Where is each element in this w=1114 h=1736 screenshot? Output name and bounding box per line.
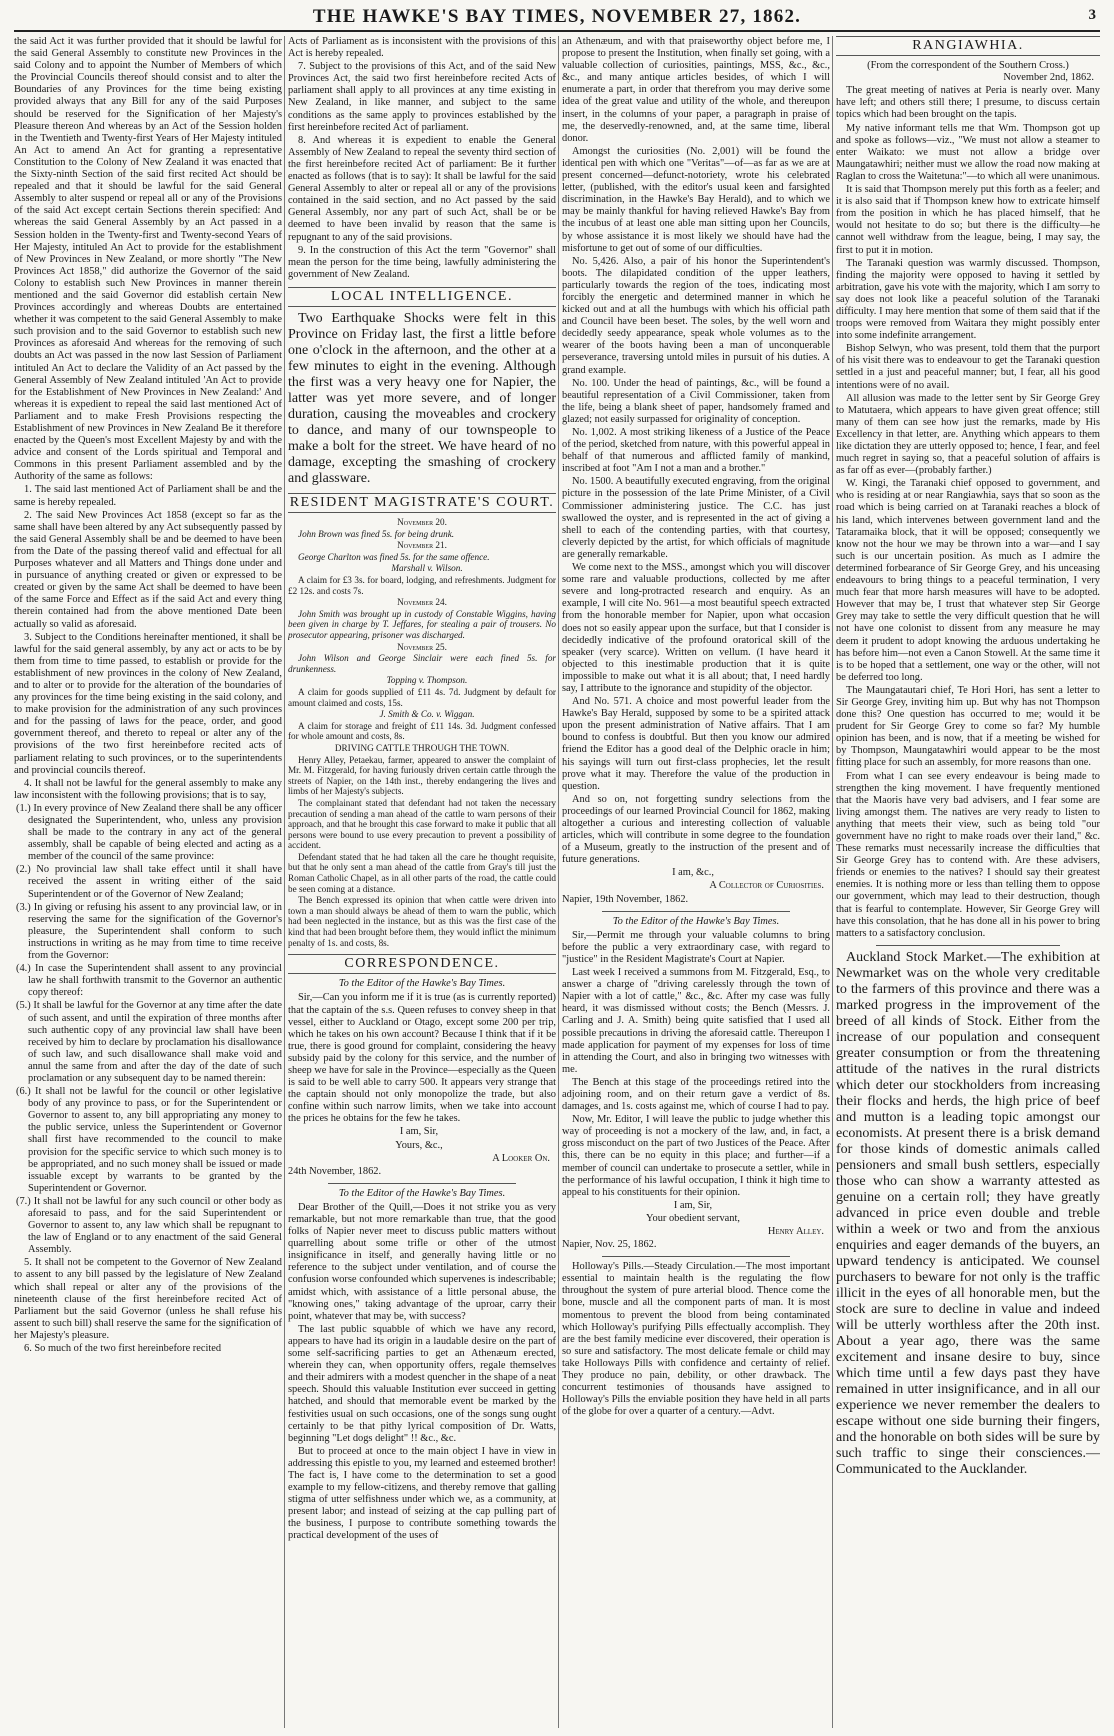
letter-signature: A Collector of Curiosities. — [709, 880, 824, 892]
court-date: November 24. — [397, 597, 447, 608]
letter-paragraph: We come next to the MSS., amongst which you will discover some rare and valuable productions, collected by me after severe and long-protracted research and enquiry. As an example, I will cite No. 961—a most beautiful speech extracted from the honorable member for Napier, upon what occasion does not so easily appear upon the surface, but that I consider is decidedly indicative of the profound oratorical skill of the speaker (very scarce). Written on vellum. (I have heard it objected to this inestimable production that it is quite impossible to make out what it is all about; that, I need hardly say, I attribute to the ignorance and stupidity of the objector. — [562, 562, 830, 694]
section-heading-rangiawhia: RANGIAWHIA. — [836, 36, 1100, 56]
court-entry: A claim for £3 3s. for board, lodging, and refreshments. Judgment for £2 12s. and costs 7s. — [288, 575, 556, 596]
page-number: 3 — [1088, 7, 1096, 23]
court-case-title: J. Smith & Co. v. Wiggan. — [379, 709, 475, 720]
list-item: (6.) It shall not be lawful for the council or other legislative body of any province to pass, or for the Superintendent or Governor to assent to, any bill appropriating any money to the public service, unless the Superintendent or Governor shall first have recommended to the council to make provision for the specific service to which such money is to be appropriated, and no such money shall be issued or made issuable except by warrants to be granted by the Superintendent or Governor. — [16, 1086, 282, 1194]
article-paragraph: My native informant tells me that Wm. Thompson got up and spoke as follows—viz., "We must not allow a steamer to enter Waikato: we must not allow a bridge over Maungatawhiri; neither must we allow the road now making at Raglan to cross the Waitetuna:"—to which all were unanimous. — [836, 122, 1100, 182]
act-paragraph: 4. It shall not be lawful for the general assembly to make any law inconsistent with the following provisions; that is to say, — [14, 777, 282, 801]
letter-paragraph: Now, Mr. Editor, I will leave the public to judge whether this way of proceeding is not a mockery of the law, and, in fact, a gross misconduct on the part of two Justices of the Peace. After this, there can be no equity in this place; and further—if a member of council can undertake to prosecute a settler, while in the performance of his lawful occupation, I think it high time to appeal to his constituents for their opinion. — [562, 1114, 830, 1198]
auckland-stock-market: Auckland Stock Market.—The exhibition at Newmarket was on the whole very creditable to the farmers of this province and there was a marked progress in the improvement of the breed of all kinds of Stock. Either from the increase of our population and consequent greater consumption or from the threatening attitude of the natives in the rural districts which deter our stockholders from increasing their flocks and herds, the high price of beef and mutton is a leading topic amongst our economists. At present there is a brisk demand for those kinds of domestic animals called pensioners and small bush settlers, especially those who can show a warranty attested as genuine on a certain roll; they have greatly advanced in price even double and treble within a week or two and from the anxious enquiries and eager demands of the buyers, an upward tendency is anticipated. We counsel purchasers to beware for not only is the traffic illicit in the eyes of all honorable men, but the stock are sure to decline in value and indeed will be utterly worthless after the 20th inst. About a year ago, there was the same excitement and insane desire to buy, since which time until a few days past they have remained in utter insignificance, and in all our experience we never remember the dealers to escape without one side burning their fingers, and the honorable on both sides will be sure by such traffic to singe their consciences.—Communicated to the Aucklander. — [836, 949, 1100, 1477]
letter-paragraph: The Bench at this stage of the proceedings retired into the adjoining room, and on their return gave a verdict of 8s. damages, and 1s. costs against me, which of course I had to pay. — [562, 1076, 830, 1113]
section-heading-correspondence: CORRESPONDENCE. — [288, 954, 556, 974]
letter-date: Napier, Nov. 25, 1862. — [562, 1239, 657, 1251]
letter-signoff: Your obedient servant, — [646, 1212, 740, 1224]
letter-date: Napier, 19th November, 1862. — [562, 893, 689, 905]
list-item: (3.) In giving or refusing his assent to any provincial law, or in reserving the same for the signification of the Governor's pleasure, the Superintendent shall conform to such instructions in writing as he may from time to time receive from the Governor: — [16, 901, 282, 962]
court-entry: A claim for goods supplied of £11 4s. 7d. Judgment by default for amount claimed and costs, 15s. — [288, 686, 556, 708]
court-paragraph: Defendant stated that he had taken all the care he thought requisite, but that he only sent a man ahead of the cattle from Gray's till just the Roman Catholic Chapel, as in all other parts of the road, the cattle could be seen coming at a distance. — [288, 851, 556, 894]
article-paragraph: From what I can see every endeavour is being made to strengthen the king movement. I have frequently mentioned that the Maoris have very bad advisers, and I fear some are living amongst them. The natives are very ready to listen to anything that meets their view, such as being told "our government have no right to make roads over their land," &c. These remarks must necessarily increase the difficulties that Sir George Grey has to contend with. Are these advisers, friends or enemies to the natives? I should say their greatest enemies. It is nothing more or less than telling them to oppose our government, which may lead to their destruction, though that is fearful to contemplate. However, Sir George Grey will have this consolation, that he has done all in his power to bring matters to a satisfactory conclusion. — [836, 770, 1100, 939]
court-paragraph: The Bench expressed its opinion that when cattle were driven into town a man should always be ahead of them to warn the public, which had been neglected in the instance, but as this was the first case of the kind that had been brought before them, they would inflict the minimum penalty of 1s. and costs, 8s. — [288, 895, 556, 948]
letter-signoff: I am, Sir, — [399, 1126, 439, 1138]
letter-signature: Henry Alley. — [767, 1226, 824, 1237]
letter-paragraph: Sir,—Permit me through your valuable columns to bring before the public a very extraordinary case, with regard to "justice" in the Resident Magistrate's Court at Napier. — [562, 929, 830, 965]
court-paragraph: The complainant stated that defendant had not taken the necessary precaution of sending a man ahead of the cattle to warn persons of their approach, and that he brought this case forward to make it public that all persons were bound to use every precaution to prevent a possibility of accident. — [288, 797, 556, 851]
divider — [876, 945, 1060, 946]
column-3 — [562, 36, 830, 1730]
divider — [328, 1183, 516, 1184]
letter-date: 24th November, 1862. — [288, 1165, 382, 1177]
list-item: (5.) It shall be lawful for the Governor at any time after the date of such assent, and until the expiration of three months after such authentic copy of any provincial law shall have been received by him to declare by proclamation his disallowance of such law, and such disallowance shall make void and annul the same from and after the day of the date of such proclamation or any subsequent day to be named therein: — [16, 1000, 282, 1084]
article-paragraph: The Maungatautari chief, Te Hori Hori, has sent a letter to Sir George Grey, inviting him up. But why has not Thompson done this? One question has occurred to me; would it be prudent for Sir George Grey to come so far? My humble opinion has been, and is now, that if a meeting be wished for by Thompson, Maungatawhiri would appear to be the most fitting place for such an assembly, for more reasons than one. — [836, 684, 1100, 769]
act-paragraph: 7. Subject to the provisions of this Act, and of the said New Provinces Act, the said two first hereinbefore recited Acts of parliament shall apply to all provinces at any time existing in New Zealand, in like manner, and subject to the same conditions as the same apply to provinces established by the first hereinbefore recited Act of parliament. — [288, 61, 556, 133]
letter-paragraph: Dear Brother of the Quill,—Does it not strike you as very remarkable, but not more remarkable than true, that the good folks of Napier never meet to discuss public matters without quarrelling about some trifle or other of the utmost insignificance in itself, and generally having little or no reference to the subject under ventilation, and of course the confusion worse confounded which supervenes is indescribable; amidst which, with assistance of a little personal abuse, the "knowing ones," taking advantage of the uproar, carry their point, whatever that may be, with success? — [288, 1201, 556, 1322]
court-entry: A claim for storage and freight of £11 14s. 3d. Judgment confessed for whole amount and costs, 8s. — [288, 720, 556, 742]
act-paragraph: 1. The said last mentioned Act of Parliament shall be and the same is hereby repealed. — [14, 484, 282, 508]
letter-paragraph: And No. 571. A choice and most powerful leader from the Hawke's Bay Herald, supposed by some to be a spirited attack upon the present administration of Native affairs. That I am bound to confess is doubtful. But then you know our admired friend the Editor has a good deal of the Delphic oracle in him; his sayings will turn out first-class prophecies, let the result prove what it may. Therefore the value of the production in question. — [562, 696, 830, 792]
divider — [602, 911, 790, 912]
dispatch-date: November 2nd, 1862. — [1003, 72, 1094, 84]
court-date: November 21. — [397, 540, 447, 551]
letter-paragraph: No. 100. Under the head of paintings, &c., will be found a beautiful representation of a Civil Commissioner, taken from the life, being a blank sheet of paper, handsomely framed and glazed; not easily surpassed for originality of conception. — [562, 377, 830, 425]
article-paragraph: The Taranaki question was warmly discussed. Thompson, finding the majority were opposed to having it settled by arbitration, gave his vote with the majority, which I am sorry to say does not look like a peaceful solution of the Taranaki difficulty. I may here mention that some of them said that if the troops were removed from Waitara they might possibly enter into some indefinite arrangement. — [836, 257, 1100, 342]
letter-paragraph: And so on, not forgetting sundry selections from the proceedings of our learned Provincial Council for 1862, making altogether a curious and interesting collection of valuable articles, which will contribute in some degree to the foundation of a Museum, greatly to the instruction of the present and of future generations. — [562, 793, 830, 866]
column-rule — [558, 36, 559, 1728]
correspondent-note: (From the correspondent of the Southern Cross.) — [867, 60, 1069, 72]
column-rule — [832, 36, 833, 1728]
earthquake-article: Two Earthquake Shocks were felt in this Province on Friday last, the first a little before one o'clock in the afternoon, and the other at a few minutes to eight in the evening. Although the first was a very heavy one for Napier, the latter was yet more severe, and of longer duration, causing the moveables and crockery to dance, and many of our townspeople to make a bolt for the street. We have heard of no damage, excepting the smashing of crockery and glassware. — [288, 310, 556, 486]
letter-paragraph: Amongst the curiosities (No. 2,001) will be found the identical pen with which one "Veritas"—of—as far as we are at present concerned—defunct-notoriety, wrote his celebrated letter, (published, with the editor's usual keen and farsighted discrimination, in the Hawke's Bay Herald), and to which we may be mainly thankful for having relieved Hawke's Bay from the incubus of at least one able man sitting upon her Councils, by whose assistance it is most likely we should have had the misfortune to get out of some of our difficulties. — [562, 145, 830, 254]
act-paragraph: Acts of Parliament as is inconsistent with the provisions of this Act is hereby repealed. — [288, 36, 556, 60]
court-date: November 20. — [397, 517, 447, 528]
act-paragraph: 3. Subject to the Conditions hereinafter mentioned, it shall be lawful for the said general assembly, by any act or acts to be by them from time to time passed, to establish or provide for the establishment of new provinces in the colony of New Zealand, and to alter or to provide for the alteration of the boundaries of any provinces for the time being existing in the said colony, and to make provision for the administration of any such provinces and for the passing of laws for the peace, order, and good government thereof, and thereto to repeal or alter any of the provisions of the two first hereinbefore recited acts of parliament relating to such provinces, or to the superintendents and provincial councils thereof. — [14, 631, 282, 776]
column-4 — [836, 36, 1100, 1730]
list-item: (7.) It shall not be lawful for any such council or other body as aforesaid to pass, and for the said Superintendent or Governor to assent to, any law which shall be repugnant to the law of England or to any enactment of the said General Assembly. — [16, 1195, 282, 1256]
letter-address: To the Editor of the Hawke's Bay Times. — [338, 978, 506, 990]
letter-paragraph: an Athenæum, and with that praiseworthy object before me, I propose to present the Institution, when finally set going, with a valuable collection of curiosities, paintings, MSS, &c., &c., &c., and many antique articles besides, of which I will enumerate a part, in order that therefrom you may derive some idea of the great value and utility of the whole, and thereupon insert, in the columns of your paper, a paragraph in praise of me, the deservedly-renowned, and, at the same time, liberal donor. — [562, 36, 830, 144]
act-paragraph: 9. In the construction of this Act the term "Governor" shall mean the person for the time being, lawfully administering the government of New Zealand. — [288, 244, 556, 280]
act-paragraph: 2. The said New Provinces Act 1858 (except so far as the same shall have been altered by any Act subsequently passed by the said General Assembly shall be and be deemed to have been from the Date of the passing thereof valid and effectual for all Purposes whatever and all Matters and Things done under and in pursuance of anything created or given or expressed to be created or given by the same Act shall be deemed to have been of the same Force and Effect as if the said Act and every thing therein contained had from the above mentioned Date been actually so valid as aforesaid. — [14, 509, 282, 630]
act-paragraph: 5. It shall not be competent to the Governor of New Zealand to assent to any bill passed by the legislature of New Zealand which shall repeal or alter any of the provisions of the nineteenth clause of the first hereinbefore recited Act of Parliament but the said Governor (unless he shall refuse his assent to such bill) shall reserve the same for the signification of her Majesty's pleasure. — [14, 1257, 282, 1341]
article-paragraph: All allusion was made to the letter sent by Sir George Grey to Matutaera, which appears to have given great offence; still many of them can see how just the remarks, made by His Excellency in that letter, are. Anything which appears to them like dictation they are utterly opposed to; hence, I fear, and feel much regret in saying so, that a peaceful solution of affairs is as far off as ever—(probably farther.) — [836, 392, 1100, 477]
masthead — [14, 4, 1100, 32]
court-case-title: Marshall v. Wilson. — [391, 563, 463, 574]
court-paragraph: Henry Alley, Petaekau, farmer, appeared to answer the complaint of Mr. M. Fitzgerald, for having furiously driven certain cattle through the streets of Napier, on the 14th inst., thereby endangering the lives and limbs of her Majesty's subjects. — [288, 754, 556, 797]
holloway-advert: Holloway's Pills.—Steady Circulation.—The most important essential to maintain health is the regulating the flow throughout the system of pure arterial blood. Thence come the bone, muscle and all the component parts of man. It is most momentous to prevent the blood from being contaminated which Holloway's purifying Pills effectually accomplish. They are the best family medicine ever discovered, their operation is so sure and satisfactory. The most delicate female or child may take Holloways Pills with confidence and certainty of relief. They produce no pain, debility, or other drawback. The concurrent testimonies of thousands have assigned to Holloway's Pills the enviable position they have held in all parts of the globe for over a quarter of a century.—Advt. — [562, 1261, 830, 1418]
letter-address: To the Editor of the Hawke's Bay Times. — [338, 1187, 506, 1199]
letter-paragraph: Sir,—Can you inform me if it is true (as is currently reported) that the captain of the s.s. Queen refuses to convey sheep in that vessel, either to Auckland or Otago, except some 200 per trip, which he takes on his own account? Because I think that if it be true, there is good ground for complaint, considering the heavy subsidy paid by the colony for this service, and the number of sheep we have for sale in the Province—especially as the Queen is said to be well able to carry 500. It appears very strange that the captain should not only monopolize the trade, but also confine within such narrow limits, when we take into account the prices he obtains for the few he takes. — [288, 992, 556, 1125]
court-entry: John Smith was brought up in custody of Constable Wiggins, having been given in charge by T. Jeffares, for stealing a pair of trousers. No prosecutor appearing, prisoner was discharged. — [288, 608, 556, 640]
column-rule — [284, 36, 285, 1728]
column-2 — [288, 36, 556, 1730]
divider — [602, 1256, 790, 1257]
page-title: THE HAWKE'S BAY TIMES, NOVEMBER 27, 1862. — [312, 6, 802, 27]
court-date: November 25. — [397, 641, 447, 652]
list-item: (1.) In every province of New Zealand there shall be any officer designated the Superintendent, who, unless any provision shall be made to the contrary in any act of the general assembly, shall be capable of being elected and acting as a member of the council of the same province: — [16, 802, 282, 863]
letter-signoff: I am, Sir, — [673, 1199, 713, 1211]
section-heading-local: LOCAL INTELLIGENCE. — [288, 287, 556, 307]
letter-paragraph: No. 1,002. A most striking likeness of a Justice of the Peace of the period, sketched from nature, with this powerful appeal in behalf of that numerous and afflicted family of mankind, inscribed at foot "Am I not a man and a brother." — [562, 427, 830, 475]
letter-signature: A Looker On. — [492, 1152, 550, 1164]
court-reports — [288, 517, 556, 948]
letter-paragraph: No. 5,426. Also, a pair of his honor the Superintendent's boots. The dilapidated condition of the upper leathers, particularly towards the region of the toes, indicating most forcibly the energetic and determined manner in which he kicked out and at all the humbugs with which his official path and Council have been beset. The soles, by the well worn and decidedly seedy appearance, speak whole volumes as to the wearer of the boots having been a man of unconquerable perseverance, traversing untold miles in pursuit of his duties. A grand example. — [562, 255, 830, 376]
act-paragraph: 8. And whereas it is expedient to enable the General Assembly of New Zealand to repeal the seventy third section of the first hereinbefore recited Act of parliament: Be it further enacted as follows (that is to say): It shall be lawful for the said General Assembly to alter or repeal all or any of the provisions contained in the said section, and no Act passed by the said General Assembly, nor any part of such Act, shall be or be deemed to have been invalid by reason that the same is repugnant to any of the said provisions. — [288, 134, 556, 243]
court-case-title: Topping v. Thompson. — [386, 675, 468, 686]
court-subheading: DRIVING CATTLE THROUGH THE TOWN. — [334, 742, 510, 753]
court-entry: George Charlton was fined 5s. for the same offence. — [298, 551, 490, 562]
letter-signoff: Yours, &c., — [395, 1139, 443, 1151]
letter-paragraph: The last public squabble of which we have any record, appears to have had its origin in a laudable desire on the part of some self-sacrificing parties to get an Athenæum erected, wherein they can, when opportunity offers, regale themselves and their admirers with a modest quencher in the shape of a neat speech. Should this valuable Institution ever succeed in getting hatched, and should that memorable event be marked by the festivities usual on such occasions, one of the songs sung ought certainly to be that pithy lyrical composition of Dr. Watts, beginning "Let dogs delight" !! &c., &c. — [288, 1323, 556, 1444]
article-paragraph: W. Kingi, the Taranaki chief opposed to government, and who is residing at or near Rangiawhia, says that so soon as the road which is being carried on at Taranaki reaches a block of his land, which intervenes between government land and the Tataramaika block, that it will be opposed; consequently we know not the hour we may be thrown into a war—and I say such is our uncertain position. As much as I admire the determined forbearance of Sir George Grey, and his unceasing endeavours to bring things to a peaceful termination, I very much fear that more harsh measures will have to be adopted. However that may be, I trust that whatever step Sir George Grey may take to settle the very difficult question that he will not have one colonist to dissent from any measure he may deem it prudent to adopt knowing the arduous undertaking he has before him—not even a Canon Stowell. At the same time it is to be hoped that a settlement, one way or the other, will not be deferred too long. — [836, 478, 1100, 683]
act-paragraph: the said Act it was further provided that it should be lawful for the said General Assembly to constitute new Provinces in the said Colony and to appoint the Number of Members of which the Provincial Councils thereof should consist and to alter the Boundaries of any Provinces for the time being existing provided always that any Bill for any of the said Purposes should be reserved for the Signification of her Majesty's Pleasure thereon And whereas by an Act of the Session holden in the Twentieth and Twenty-first Years of Her Majesty intituled An Act to amend An Act for granting a representative Constitution to the Colony of New Zealand it was enacted that the Sixty-ninth Section of the said first recited Act should be repealed and that it should be lawful for the said General Assembly to alter suspend or repeal all or any of the Provisions of the said Act except certain Sections therein specified: And whereas the said General Assembly by an Act passed in a Session holden in the Twenty-first and Twenty-second Years of Her Majesty, intituled An Act to provide for the establishment of New Provinces in New Zealand, or more shortly "The New Provinces Act 1858," did authorize the Governor of the said Colony to establish such New Provinces in manner therein mentioned and the said Governor did establish certain New Provinces accordingly and whereas Doubts are entertained whether it was competent to the said General Assembly to make such provision and to the said Governor to establish such new Provinces as aforesaid And whereas for the removing of such doubts an Act was passed in the now last Session of Parliament intituled An Act to declare the Validity of an Act passed by the General Assembly of New Zealand intituled 'An Act to provide for the Establishment of New Provinces in New Zealand:' And whereas it is expedient to repeal the said last mentioned Act of Parliament and to make Fresh Provisions respecting the Establishment of new Provinces in New Zealand Be it therefore enacted by the Queen's most Excellent Majesty by and with the advice and consent of the Lords spiritual and Temporal and Commons in this present Parliament assembled and by the Authority of the same as follows: — [14, 36, 282, 483]
act-paragraph: 6. So much of the two first hereinbefore recited — [24, 1343, 222, 1355]
letter-address: To the Editor of the Hawke's Bay Times. — [612, 915, 780, 927]
article-paragraph: It is said that Thompson merely put this forth as a feeler; and it is also said that if Thompson knew how to extricate himself from the position in which he has placed himself, that he would not hesitate to do so; but there is the difficulty—he cannot well withdraw from the league, being, I may say, the first to put it in motion. — [836, 184, 1100, 256]
court-entry: John Brown was fined 5s. for being drunk. — [298, 528, 455, 539]
list-item: (4.) In case the Superintendent shall assent to any provincial law he shall forthwith transmit to the Governor an authentic copy thereof: — [16, 963, 282, 999]
provisions-list — [14, 803, 282, 1256]
court-entry: John Wilson and George Sinclair were each fined 5s. for drunkenness. — [288, 653, 556, 674]
column-1 — [14, 36, 282, 1730]
letter-paragraph: No. 1500. A beautifully executed engraving, from the original picture in the possession of the late Prime Minister, of a Civil Commissioner administering justice. The C.C. has just swallowed the oyster, and is represented in the act of giving a shell to each of the contending parties, with that courtesy, cleverly depicted by the artist, for which officials of magnitude are generally remarkable. — [562, 476, 830, 560]
letter-signoff: I am, &c., — [672, 867, 714, 879]
letter-paragraph: But to proceed at once to the main object I have in view in addressing this epistle to you, my learned and esteemed brother! The fact is, I have come to the determination to set a good example to my fellow-citizens, and thereby remove that galling stigma of utter selfishness under which we, as a community, at present labor; and instead of seizing at the cap pulling part of the business, I purpose to contribute something towards the practical development of the uses of — [288, 1445, 556, 1542]
section-heading-court: RESIDENT MAGISTRATE'S COURT. — [288, 493, 556, 513]
letter-paragraph: Last week I received a summons from M. Fitzgerald, Esq., to answer a charge of "driving carelessly through the town of Napier with a lot of cattle," &c., &c. After my case was fully heard, it was dismissed without costs; the Bench (Messrs. J. Carling and J. A. Smith) being quite satisfied that I used all possible precautions in driving the aforesaid cattle. Thereupon I made application for payment of my expenses for loss of time in attending the Court, and also in bringing two witnesses with me. — [562, 967, 830, 1075]
list-item: (2.) No provincial law shall take effect until it shall have received the assent in writing either of the said Superintendent or of the Governor of New Zealand; — [16, 864, 282, 900]
article-paragraph: The great meeting of natives at Peria is nearly over. Many have left; and others still there; I presume, to discuss certain topics which had been brought on the tapis. — [836, 85, 1100, 121]
article-paragraph: Bishop Selwyn, who was present, told them that the purport of his visit there was to endeavour to get the Taranaki question settled in a just and peaceful manner; but, I fear, all his good intentions were of no avail. — [836, 343, 1100, 391]
